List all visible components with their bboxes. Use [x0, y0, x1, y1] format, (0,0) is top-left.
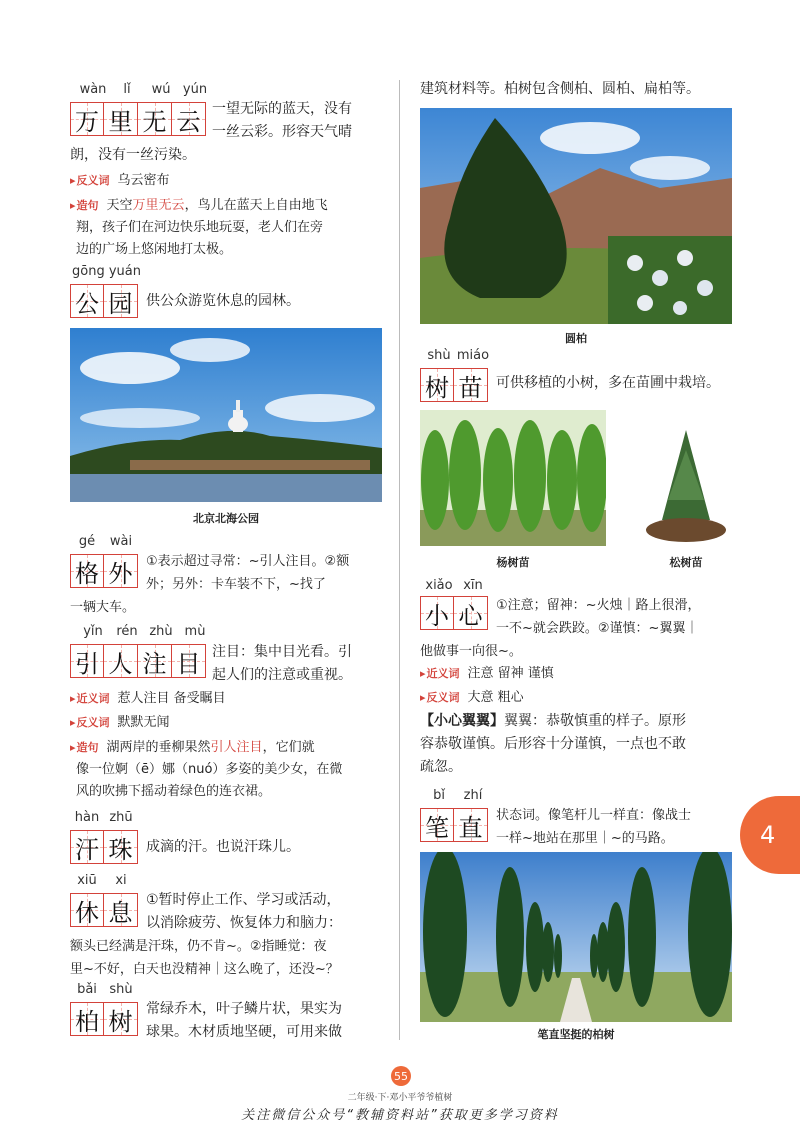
example-yinren-2: 像一位婀（ē）娜（nuó）多姿的美少女，在微	[76, 762, 343, 777]
word-box-bizhi: 笔 直	[420, 808, 488, 842]
caption-poplar: 杨树苗	[496, 556, 530, 569]
def-wanli-3: 朗，没有一丝污染。	[70, 147, 196, 163]
column-divider	[399, 80, 400, 1040]
pinyin-yinren: yǐn rén zhù mù	[83, 624, 206, 639]
def-xiuxi-2: 以消除疲劳、恢复体力和脑力：	[146, 915, 342, 931]
def-xiuxi-1: ①暂时停止工作、学习或活动，	[146, 892, 341, 908]
idiom-xiaoxinyiyi-1: 【小心翼翼】翼翼：恭敬慎重的样子。原形	[420, 713, 686, 729]
word-box-hanzhu: 汗 珠	[70, 830, 138, 864]
def-yinren-1: 注目：集中目光看。引	[212, 644, 352, 660]
pinyin-bizhi: bǐ zhí	[433, 788, 483, 803]
caption-straight-cypress: 笔直坚挺的柏树	[537, 1028, 615, 1041]
pinyin-xiuxi: xiū xi	[77, 873, 127, 888]
synonym-yinren: ▸ 近义词 惹人注目 备受瞩目	[70, 688, 226, 710]
def-xiuxi-4: 里~不好，白天也没精神｜这么晚了，还没~？	[70, 962, 339, 977]
word-box-gongyuan: 公 园	[70, 284, 138, 318]
pinyin-wanli: wàn lǐ wú yún	[79, 82, 208, 97]
caption-pine: 松树苗	[669, 556, 703, 569]
example-wanli-2: 翔，孩子们在河边快乐地玩耍，老人们在旁	[76, 220, 324, 235]
def-xiuxi-3: 额头已经满是汗珠，仍不肯~。②指睡觉：夜	[70, 939, 327, 954]
idiom-xiaoxinyiyi-3: 疏忽。	[420, 759, 462, 775]
word-box-wanli: 万 里 无 云	[70, 102, 206, 136]
antonym-xiaoxin: ▸ 反义词 大意 粗心	[420, 687, 524, 709]
def-hanzhu: 成滴的汗。也说汗珠儿。	[146, 839, 300, 855]
idiom-xiaoxinyiyi-2: 容恭敬谨慎。后形容十分谨慎，一点也不敢	[420, 736, 686, 752]
example-wanli-3: 边的广场上悠闲地打太极。	[76, 242, 233, 257]
example-yinren: ▸ 造句 湖两岸的垂柳果然引人注目，它们就	[70, 737, 315, 759]
word-box-shumiao: 树 苗	[420, 368, 488, 402]
footer-promo: 关注微信公众号“教辅资料站”获取更多学习资料	[241, 1108, 559, 1123]
def-gewai-1: ①表示超过寻常：~引人注目。②额	[146, 554, 350, 569]
antonym-yinren: ▸ 反义词 默默无闻	[70, 712, 170, 734]
pinyin-gongyuan: gōng yuán	[72, 264, 141, 279]
pinyin-hanzhu: hàn zhū	[74, 810, 133, 825]
def-bizhi-1: 状态词。像笔杆儿一样直：像战士	[496, 808, 692, 823]
def-xiaoxin-3: 他做事一向很~。	[420, 644, 522, 659]
pinyin-gewai: gé wài	[78, 534, 133, 549]
word-box-gewai: 格 外	[70, 554, 138, 588]
word-box-baishu: 柏 树	[70, 1002, 138, 1036]
def-baishu-cont: 建筑材料等。柏树包含侧柏、圆柏、扁柏等。	[420, 81, 700, 97]
antonym-wanli: ▸ 反义词 乌云密布	[70, 170, 170, 192]
caption-beihai: 北京北海公园	[193, 512, 259, 525]
def-xiaoxin-1: ①注意；留神：~火烛｜路上很滑，	[496, 598, 701, 613]
def-baishu-1: 常绿乔木，叶子鳞片状，果实为	[146, 1001, 342, 1017]
word-box-xiuxi: 休 息	[70, 893, 138, 927]
def-wanli-1: 一望无际的蓝天，没有	[212, 101, 352, 117]
example-wanli: ▸ 造句 天空万里无云，鸟儿在蓝天上自由地飞	[70, 195, 328, 217]
page-number: 55	[391, 1066, 411, 1086]
beihai-park-photo	[70, 328, 382, 502]
pine-seedling-photo	[640, 410, 732, 546]
word-box-xiaoxin: 小 心	[420, 596, 488, 630]
footer-lesson: 二年级·下·邓小平爷爷植树	[347, 1093, 453, 1103]
def-bizhi-2: 一样~地站在那里｜~的马路。	[496, 831, 674, 846]
example-yinren-3: 风的吹拂下摇动着绿色的连衣裙。	[76, 784, 272, 799]
def-shumiao: 可供移植的小树，多在苗圃中栽培。	[496, 375, 720, 391]
straight-cypress-photo	[420, 852, 732, 1022]
def-gewai-2: 外；另外：卡车装不下，~找了	[146, 577, 326, 592]
def-gongyuan: 供公众游览休息的园林。	[146, 293, 300, 309]
pinyin-xiaoxin: xiǎo xīn	[425, 578, 483, 593]
def-yinren-2: 起人们的注意或重视。	[212, 667, 352, 683]
def-baishu-2: 球果。木材质地坚硬，可用来做	[146, 1024, 342, 1040]
def-gewai-3: 一辆大车。	[70, 600, 136, 615]
chapter-tab: 4	[740, 796, 800, 874]
caption-yuanbai: 圆柏	[565, 332, 587, 345]
round-cypress-photo	[420, 108, 732, 324]
synonym-xiaoxin: ▸ 近义词 注意 留神 谨慎	[420, 663, 554, 685]
poplar-seedling-photo	[420, 410, 606, 546]
pinyin-shumiao: shù miáo	[427, 348, 490, 363]
pinyin-baishu: bǎi shù	[77, 982, 133, 997]
def-wanli-2: 一丝云彩。形容天气晴	[212, 124, 352, 140]
word-box-yinren: 引 人 注 目	[70, 644, 206, 678]
def-xiaoxin-2: 一不~就会跌跤。②谨慎：~翼翼｜	[496, 621, 699, 636]
